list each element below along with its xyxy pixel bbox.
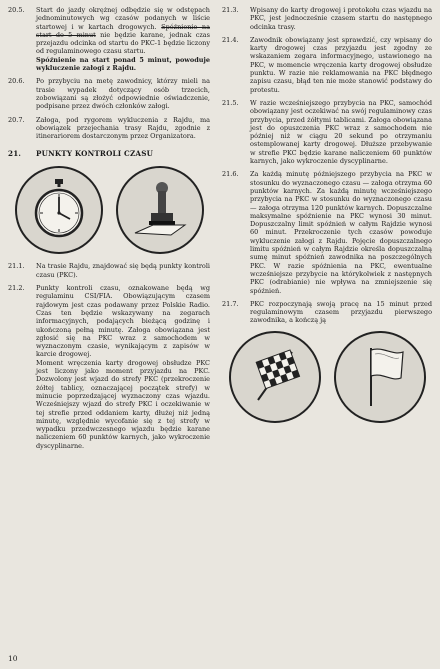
stamp-icon [123,173,197,247]
section-text: Po przybyciu na metę zawodnicy, którzy mieli na trasie wypadek dotyczący osób trzecich, zobowiązani są złożyć odpowiednie oświadczenie, podpisane przez dwóch członków załogi. [36,77,210,111]
section-number: 21.4. [222,35,239,44]
section-20-5 [8,6,210,72]
section-text: W razie wcześniejszego przybycia na PKC, samochód obowiązany jest oczekiwać na swój regulaminowy czas przybycia, przed żółtymi tablicami. Załoga obowiązana jest do opuszczenia PKC wraz z samochodem nie później niż w ciągu 20 sekund po otrzymaniu ostemplowanej karty drogowej. Dłuższe przebywanie w strefie PKC będzie karane naliczeniem 60 punktów karnych, jako wykroczenie dyscyplinarne. [250,98,432,166]
section-number: 21.2. [8,284,25,293]
section-bold-text: Spóźnienie na start ponad 5 minut, powoduje wykluczenie załogi z Rajdu. [36,55,210,73]
chapter-title: PUNKTY KONTROLI CZASU [36,149,154,159]
section-text: Punkty kontroli czasu, oznakowane będą wg regulaminu CSI/FIA. Obowiązującym czasem rajdowym jest czas podawany przez Polskie Radio. Czas ten będzie wskazywany na zegarach informacyjnych, podających bieżącą godzinę i ukończoną pełną minutę. Załoga obowiązana jest zgłosić się na PKC wraz z samochodem w wyznaczonym czasie, wynikającym z zapisów w karcie drogowej. [36,284,210,359]
section-number: 21.3. [222,6,239,14]
section-number: 21.1. [8,262,25,271]
chapter-number: 21. [8,149,22,159]
right-column [222,6,432,423]
chapter-heading [8,149,210,158]
section-21-5 [222,99,432,165]
section-text: Za każdą minutę późniejszego przybycia na PKC w stosunku do wyznaczonego czasu — załoga otrzyma 60 punktów karnych. Za każdą minutę wcześniejszego przybycia na PKC w stosunku do wyznaczonego czasu — załoga otrzyma 120 punktów karnych. Dopuszczalne maksymalne spóźnienie na PKC wynosi 30 minut. Dopuszczalny limit spóźnień w całym Rajdzie wynosi 60 minut. Przekroczenie tych czasów powoduje wykluczenie załogi z Rajdu. Pojęcie dopuszczalnego limitu spóźnień w całym Rajdzie określa dopuszczalną sumę minut spóźnień zawodnika na poszczególnych PKC. W razie spóźnienia na PKC, ewentualne wcześniejsze przybycie na którykolwiek z następnych PKC (odrabianie) nie wpływa na zmniejszenie się spóźnień. [250,170,432,295]
clock-illustration [15,166,103,254]
underlined-phrase: Spóźnienie na start do 5 minut [36,22,210,39]
section-text: Moment wręczenia karty drogowej obsłudze PKC jest liczony jako moment przyjazdu na PKC. Dozwolony jest wjazd do strefy PKC (przekroczenie żółtej tablicy, oznaczającej początek strefy) w minucie poprzedzającej wyznaczony czas wjazdu. Wcześniejszy wjazd do strefy PKC i oczekiwanie w tej strefie przed oddaniem karty, dłużej niż jedną minutę, względnie wycofanie się z tej strefy w wypadku przedwczesnego wjazdu będzie karane naliczeniem 60 punktów karnych, jako wykroczenie dyscyplinarne. [36,358,210,450]
section-text: Zawodnik obowiązany jest sprawdzić, czy wpisany do karty drogowej czas przyjazdu jest zgodny ze wskazaniem zegara informacyjnego, ustawionego na PKC, w momencie wręczenia karty drogowej obsłudze punktu. W razie nie reklamowania na PKC błędnego zapisu czasu, błąd ten nie może stanowić podstawy do protestu. [250,35,432,94]
white-flag-illustration [334,331,426,423]
section-21-3 [222,6,432,31]
section-21-6 [222,170,432,294]
section-number: 20.6. [8,77,25,86]
page-number: 10 [8,654,18,663]
illustration-row [8,166,210,254]
stamp-illustration [116,166,204,254]
white-flag-icon [341,338,419,416]
section-21-4 [222,36,432,94]
section-21-2 [8,284,210,450]
section-20-7 [8,116,210,141]
section-text: Załoga, pod rygorem wykluczenia z Rajdu, ma obowiązek przejechania trasy Rajdu, zgodnie z itinerariorem dostarczonym przez Organizatora. [36,115,210,141]
left-column [8,6,210,455]
section-text: Wpisany do karty drogowej i protokołu czas wjazdu na PKC, jest jednocześnie czasem startu do następnego odcinka trasy. [250,6,432,31]
section-number: 20.7. [8,115,25,124]
section-number: 21.5. [222,98,239,107]
section-20-6 [8,77,210,110]
checkered-flag-illustration [229,331,321,423]
section-number: 20.5. [8,6,25,14]
section-text [36,6,210,56]
section-number: 21.7. [222,299,239,308]
section-text-part: Start do jazdy okrężnej odbędzie się w odstępach jednominutowych wg czasów podanych w liście startowej i w kartach drogowych. [36,6,210,31]
section-21-1 [8,262,210,279]
section-number: 21.6. [222,170,239,179]
clock-icon [22,173,96,247]
section-text: Na trasie Rajdu, znajdować się będą punkty kontroli czasu (PKC). [36,262,210,279]
checkered-flag-icon [236,338,314,416]
flag-illustration-row [222,331,432,423]
section-text: PKC rozpoczynają swoją pracę na 15 minut przed regulaminowym czasem przyjazdu pierwszego zawodnika, a kończą ją [250,299,432,325]
section-21-7 [222,300,432,325]
section-text-part: nie będzie karane, jednak czas przejazdu odcinka od startu do PKC-1 będzie liczony od regulaminowego czasu startu. [36,30,210,56]
